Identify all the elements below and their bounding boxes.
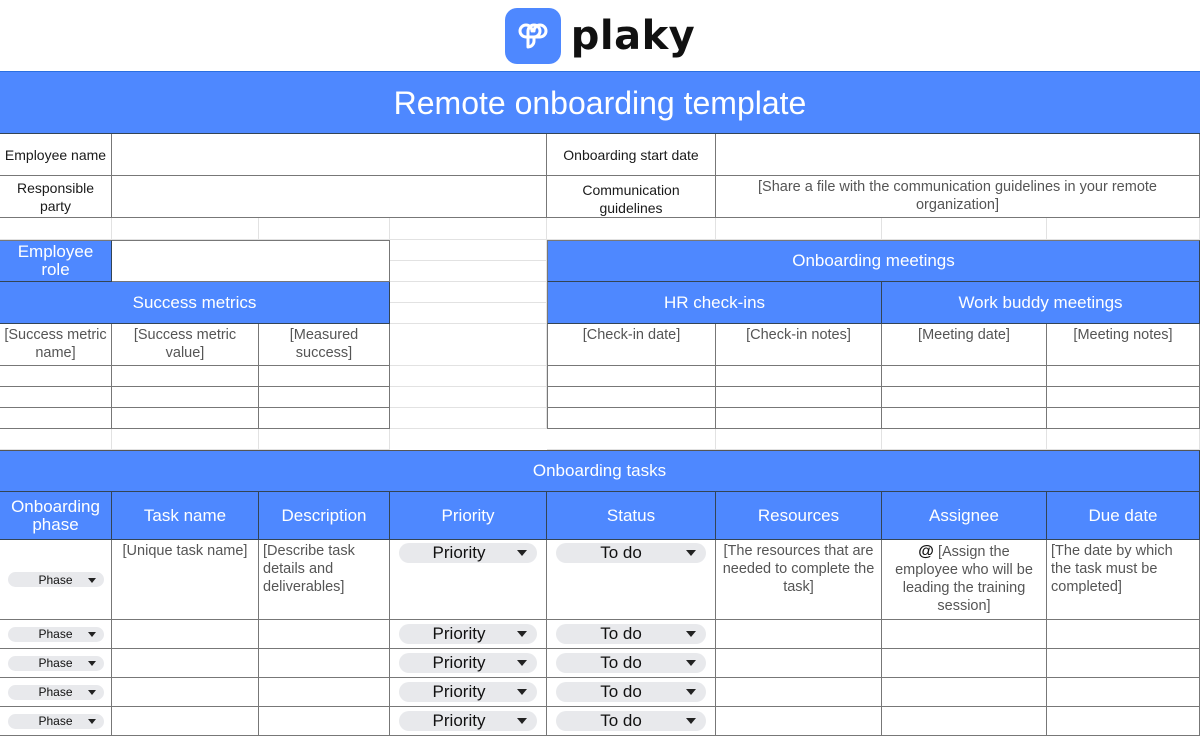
status-dropdown[interactable] — [556, 653, 706, 673]
task-due-date-cell[interactable] — [1047, 678, 1200, 707]
task-assignee-cell[interactable] — [882, 620, 1047, 649]
col-header-priority: Priority — [390, 492, 547, 540]
success-metric-cell[interactable] — [0, 366, 112, 387]
meeting-date-header: [Meeting date] — [882, 324, 1047, 366]
status-dropdown[interactable] — [556, 624, 706, 644]
caret-down-icon — [686, 660, 696, 666]
caret-down-icon — [517, 718, 527, 724]
task-assignee-cell[interactable] — [882, 649, 1047, 678]
task-status-cell — [547, 678, 716, 707]
meeting-cell[interactable] — [547, 366, 716, 387]
grid-cell — [390, 282, 547, 303]
col-header-assignee: Assignee — [882, 492, 1047, 540]
logo — [0, 0, 1200, 71]
grid-cell — [882, 218, 1047, 240]
start-date-field[interactable] — [716, 134, 1200, 176]
task-status-cell — [547, 620, 716, 649]
col-header-due-date: Due date — [1047, 492, 1200, 540]
task-resources-cell[interactable] — [716, 649, 882, 678]
checkin-notes-header: [Check-in notes] — [716, 324, 882, 366]
meeting-notes-header: [Meeting notes] — [1047, 324, 1200, 366]
success-metric-value-header: [Success metric value] — [112, 324, 259, 366]
task-row-3-phase-cell — [0, 649, 112, 678]
caret-down-icon — [686, 689, 696, 695]
employee-name-field[interactable] — [112, 134, 547, 176]
meeting-cell[interactable] — [882, 408, 1047, 429]
task-name-cell[interactable] — [112, 649, 259, 678]
start-date-label: Onboarding start date — [547, 134, 716, 176]
caret-down-icon — [88, 690, 96, 695]
status-dropdown-value: To do — [600, 682, 642, 701]
grid-cell — [1047, 218, 1200, 240]
task-due-date-cell[interactable]: [The date by which the task must be completed] — [1047, 540, 1200, 620]
meeting-cell[interactable] — [1047, 387, 1200, 408]
phase-dropdown-value: Phase — [38, 714, 73, 728]
responsible-party-field[interactable] — [112, 176, 547, 218]
phase-dropdown-value: Phase — [38, 656, 73, 670]
grid-cell — [390, 303, 547, 324]
task-name-cell[interactable]: [Unique task name] — [112, 540, 259, 620]
onboarding-meetings-header: Onboarding meetings — [547, 240, 1200, 282]
priority-dropdown-value: Priority — [432, 711, 486, 730]
phase-dropdown[interactable] — [8, 627, 104, 642]
caret-down-icon — [517, 689, 527, 695]
success-metric-name-header: [Success metric name] — [0, 324, 112, 366]
task-priority-cell — [390, 678, 547, 707]
success-metric-cell[interactable] — [0, 387, 112, 408]
status-dropdown-value: To do — [600, 543, 642, 562]
priority-dropdown-value: Priority — [432, 682, 486, 701]
grid-cell — [547, 429, 716, 450]
priority-dropdown[interactable] — [399, 682, 537, 702]
plaky-logo-icon — [505, 8, 561, 64]
grid-cell — [259, 429, 390, 450]
priority-dropdown[interactable] — [399, 711, 537, 731]
priority-dropdown-value: Priority — [432, 624, 486, 643]
caret-down-icon — [686, 550, 696, 556]
meeting-cell[interactable] — [716, 387, 882, 408]
priority-dropdown[interactable] — [399, 653, 537, 673]
meeting-cell[interactable] — [716, 366, 882, 387]
caret-down-icon — [517, 660, 527, 666]
task-name-cell[interactable] — [112, 620, 259, 649]
task-resources-cell[interactable] — [716, 620, 882, 649]
phase-dropdown[interactable] — [8, 685, 104, 700]
caret-down-icon — [686, 718, 696, 724]
page-title: Remote onboarding template — [0, 71, 1200, 134]
logo-text: plaky — [570, 12, 696, 59]
success-metric-cell[interactable] — [259, 408, 390, 429]
task-status-cell — [547, 649, 716, 678]
measured-success-header: [Measured success] — [259, 324, 390, 366]
grid-cell — [390, 408, 547, 429]
phase-dropdown-value: Phase — [38, 572, 73, 587]
task-priority-cell — [390, 540, 547, 620]
task-assignee-cell[interactable] — [882, 707, 1047, 736]
task-description-cell[interactable] — [259, 707, 390, 736]
task-description-cell[interactable]: [Describe task details and deliverables] — [259, 540, 390, 620]
caret-down-icon — [88, 578, 96, 583]
grid-cell — [112, 218, 259, 240]
caret-down-icon — [517, 631, 527, 637]
checkin-date-header: [Check-in date] — [547, 324, 716, 366]
task-resources-cell[interactable] — [716, 707, 882, 736]
caret-down-icon — [88, 632, 96, 637]
phase-dropdown[interactable] — [8, 656, 104, 671]
task-row-1-phase-cell — [0, 540, 112, 620]
hr-checkins-header: HR check-ins — [547, 282, 882, 324]
grid-cell — [0, 218, 112, 240]
grid-cell — [716, 218, 882, 240]
employee-role-label: Employee role — [0, 240, 112, 282]
grid-cell — [1047, 429, 1200, 450]
success-metric-cell[interactable] — [112, 387, 259, 408]
employee-role-field[interactable] — [112, 240, 390, 282]
grid-cell — [390, 218, 547, 240]
success-metric-cell[interactable] — [112, 366, 259, 387]
success-metric-cell[interactable] — [259, 387, 390, 408]
grid-cell — [390, 366, 547, 387]
phase-dropdown-value: Phase — [38, 627, 73, 641]
grid-cell — [0, 429, 112, 450]
col-header-phase: Onboarding phase — [0, 492, 112, 540]
assignee-placeholder: [Assign the employee who will be leading the training session] — [895, 544, 1033, 614]
task-description-cell[interactable] — [259, 678, 390, 707]
grid-cell — [390, 387, 547, 408]
caret-down-icon — [686, 631, 696, 637]
status-dropdown[interactable] — [556, 711, 706, 731]
task-resources-cell[interactable] — [716, 678, 882, 707]
employee-name-label: Employee name — [0, 134, 112, 176]
col-header-description: Description — [259, 492, 390, 540]
grid-cell — [716, 429, 882, 450]
priority-dropdown[interactable] — [399, 624, 537, 644]
task-description-cell[interactable] — [259, 620, 390, 649]
task-name-cell[interactable] — [112, 707, 259, 736]
task-status-cell — [547, 707, 716, 736]
grid-cell — [547, 218, 716, 240]
task-priority-cell — [390, 620, 547, 649]
task-resources-cell[interactable]: [The resources that are needed to complete the task] — [716, 540, 882, 620]
phase-dropdown-value: Phase — [38, 685, 73, 699]
status-dropdown-value: To do — [600, 653, 642, 672]
col-header-status: Status — [547, 492, 716, 540]
communication-field[interactable]: [Share a file with the communication guidelines in your remote organization] — [716, 176, 1200, 218]
task-description-cell[interactable] — [259, 649, 390, 678]
meeting-cell[interactable] — [1047, 408, 1200, 429]
success-metric-cell[interactable] — [0, 408, 112, 429]
meeting-cell[interactable] — [716, 408, 882, 429]
priority-dropdown-value: Priority — [432, 543, 486, 562]
work-buddy-header: Work buddy meetings — [882, 282, 1200, 324]
status-dropdown[interactable] — [556, 682, 706, 702]
task-assignee-cell[interactable] — [882, 540, 1047, 620]
col-header-task-name: Task name — [112, 492, 259, 540]
col-header-resources: Resources — [716, 492, 882, 540]
grid-cell — [259, 218, 390, 240]
task-priority-cell — [390, 707, 547, 736]
status-dropdown-value: To do — [600, 711, 642, 730]
caret-down-icon — [88, 661, 96, 666]
task-row-5-phase-cell — [0, 707, 112, 736]
priority-dropdown-value: Priority — [432, 653, 486, 672]
task-row-4-phase-cell — [0, 678, 112, 707]
caret-down-icon — [517, 550, 527, 556]
task-status-cell — [547, 540, 716, 620]
task-due-date-cell[interactable] — [1047, 649, 1200, 678]
task-due-date-cell[interactable] — [1047, 620, 1200, 649]
task-due-date-cell[interactable] — [1047, 707, 1200, 736]
phase-dropdown[interactable] — [8, 572, 104, 587]
meeting-cell[interactable] — [1047, 366, 1200, 387]
priority-dropdown[interactable] — [399, 543, 537, 563]
grid-cell — [390, 324, 547, 366]
task-name-cell[interactable] — [112, 678, 259, 707]
meeting-cell[interactable] — [547, 408, 716, 429]
status-dropdown-value: To do — [600, 624, 642, 643]
communication-label: Communication guidelines — [547, 176, 716, 218]
success-metric-cell[interactable] — [112, 408, 259, 429]
meeting-cell[interactable] — [882, 387, 1047, 408]
grid-cell — [390, 240, 547, 261]
assignee-text — [886, 543, 1042, 615]
status-dropdown[interactable] — [556, 543, 706, 563]
phase-dropdown[interactable] — [8, 714, 104, 729]
caret-down-icon — [88, 719, 96, 724]
meeting-cell[interactable] — [547, 387, 716, 408]
mention-icon: @ — [918, 543, 934, 560]
task-assignee-cell[interactable] — [882, 678, 1047, 707]
task-row-2-phase-cell — [0, 620, 112, 649]
grid-cell — [882, 429, 1047, 450]
onboarding-tasks-header: Onboarding tasks — [0, 450, 1200, 492]
success-metrics-header: Success metrics — [0, 282, 390, 324]
grid-cell — [112, 429, 259, 450]
responsible-party-label: Responsible party — [0, 176, 112, 218]
meeting-cell[interactable] — [882, 366, 1047, 387]
grid-cell — [390, 261, 547, 282]
success-metric-cell[interactable] — [259, 366, 390, 387]
task-priority-cell — [390, 649, 547, 678]
